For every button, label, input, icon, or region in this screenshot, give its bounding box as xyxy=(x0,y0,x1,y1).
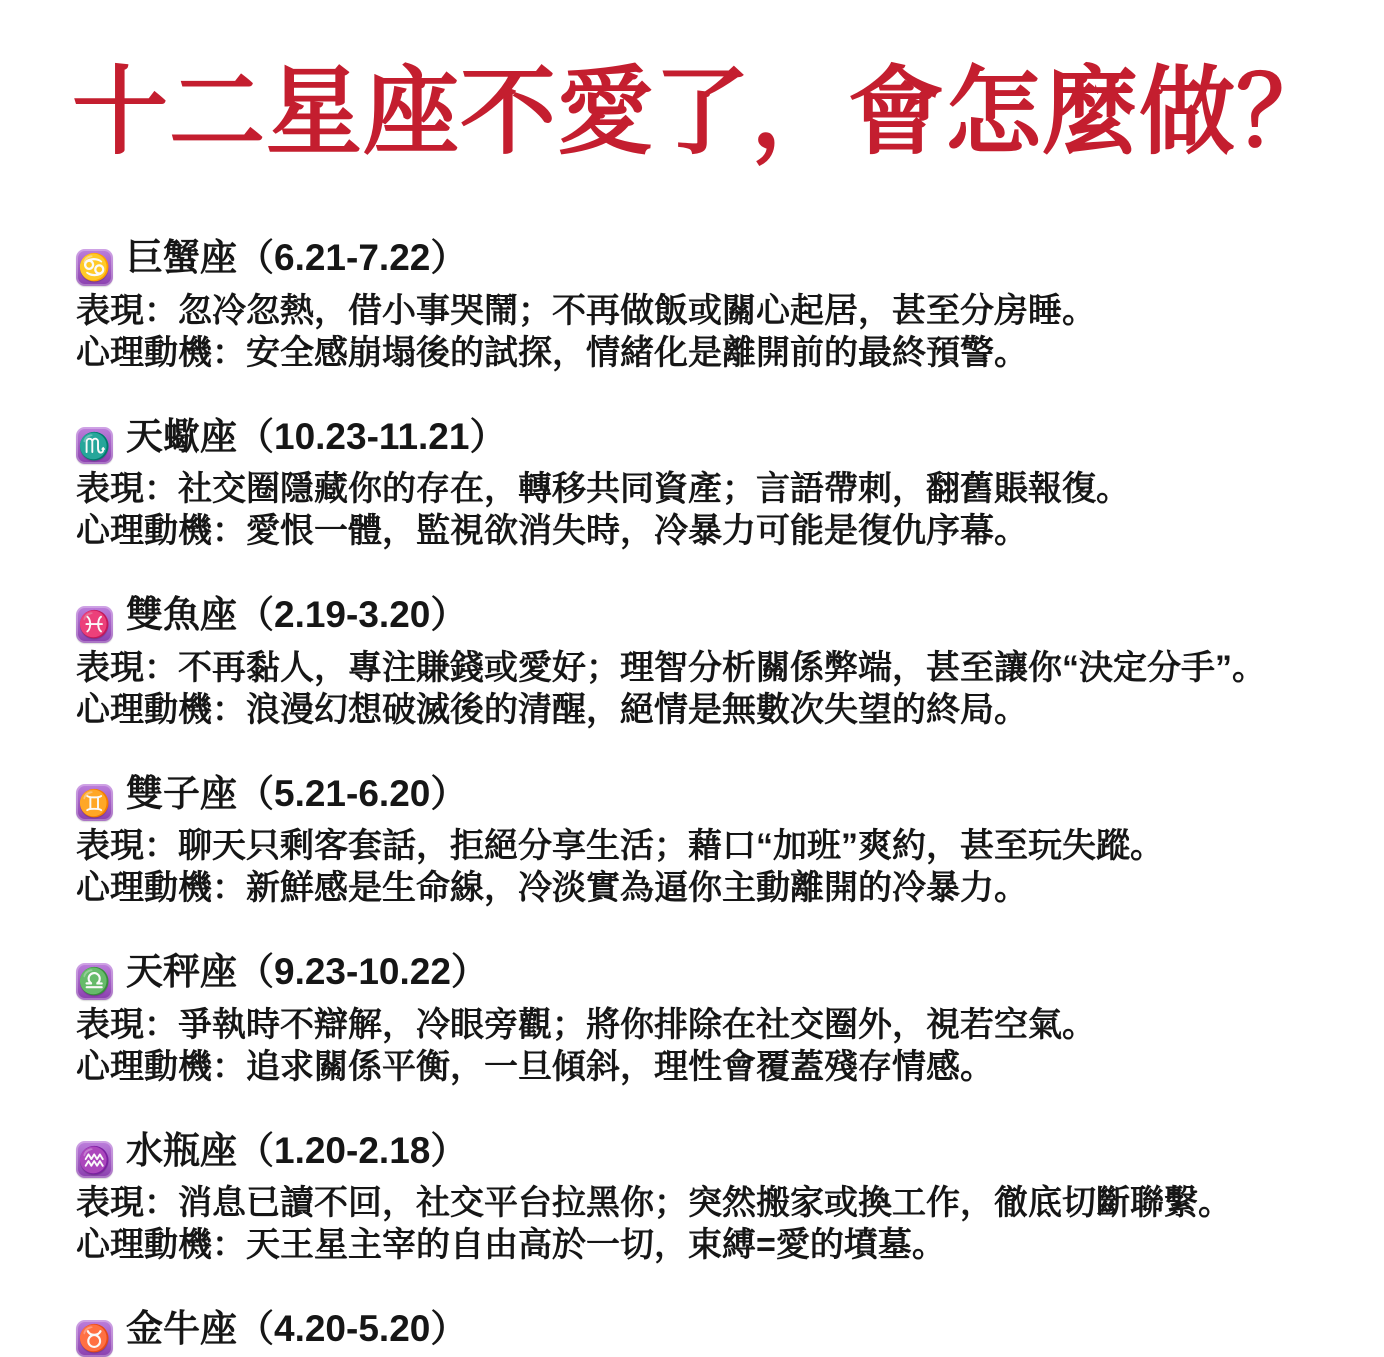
aquarius-icon xyxy=(76,1141,113,1178)
sign-behavior: 表現：消息已讀不回，社交平台拉黑你；突然搬家或換工作，徹底切斷聯繫。 xyxy=(76,1184,1232,1223)
sign-motive: 心理動機：天王星主宰的自由高於一切，束縛=愛的墳墓。 xyxy=(76,1226,946,1265)
sign-section-pisces xyxy=(76,592,1344,731)
sign-motive: 心理動機：追求關係平衡，一旦傾斜，理性會覆蓋殘存情感。 xyxy=(76,1047,994,1086)
sign-name: 天秤座 xyxy=(126,951,237,993)
pisces-icon xyxy=(76,606,113,643)
sign-name: 巨蟹座 xyxy=(126,237,237,279)
sign-motive: 心理動機：浪漫幻想破滅後的清醒，絕情是無數次失望的終局。 xyxy=(76,690,1028,729)
libra-icon xyxy=(76,963,113,1000)
gemini-symbol: ♊ xyxy=(78,787,111,818)
sign-header xyxy=(76,1306,1344,1357)
sign-header xyxy=(76,592,1344,643)
sign-behavior: 表現：爭執時不辯解，冷眼旁觀；將你排除在社交圈外，視若空氣。 xyxy=(76,1005,1096,1044)
sign-header xyxy=(76,949,1344,1000)
sign-dates: （5.21-6.20） xyxy=(237,772,468,814)
sign-name: 金牛座 xyxy=(126,1308,237,1350)
scorpio-icon xyxy=(76,427,113,464)
sign-section-taurus xyxy=(76,1306,1344,1357)
sign-motive: 心理動機：新鮮感是生命線，冷淡實為逼你主動離開的冷暴力。 xyxy=(76,869,1028,908)
sign-section-scorpio xyxy=(76,414,1344,553)
scorpio-symbol: ♏ xyxy=(78,430,111,461)
cancer-symbol: ♋ xyxy=(78,252,111,283)
libra-symbol: ♎ xyxy=(78,966,111,997)
sign-header xyxy=(76,771,1344,822)
sign-dates: （1.20-2.18） xyxy=(237,1129,468,1171)
pisces-symbol: ♓ xyxy=(78,609,111,640)
sign-dates: （9.23-10.22） xyxy=(237,951,488,993)
sign-motive: 心理動機：愛恨一體，監視欲消失時，冷暴力可能是復仇序幕。 xyxy=(76,512,1028,551)
sign-behavior: 表現：聊天只剩客套話，拒絕分享生活；藉口“加班”爽約，甚至玩失蹤。 xyxy=(76,827,1164,866)
sign-name: 雙魚座 xyxy=(126,594,237,636)
sign-list xyxy=(72,235,1344,1357)
sign-name: 水瓶座 xyxy=(126,1129,237,1171)
sign-header xyxy=(76,414,1344,465)
sign-motive: 心理動機：安全感崩塌後的試探，情緒化是離開前的最終預警。 xyxy=(76,333,1028,372)
sign-behavior: 表現：社交圈隱藏你的存在，轉移共同資產；言語帶刺，翻舊賬報復。 xyxy=(76,470,1130,509)
aquarius-symbol: ♒ xyxy=(78,1144,111,1175)
sign-dates: （10.23-11.21） xyxy=(237,415,507,457)
sign-section-gemini xyxy=(76,771,1344,910)
sign-header xyxy=(76,235,1344,286)
sign-header xyxy=(76,1128,1344,1179)
taurus-icon xyxy=(76,1320,113,1357)
sign-section-libra xyxy=(76,949,1344,1088)
sign-section-aquarius xyxy=(76,1128,1344,1267)
sign-name: 天蠍座 xyxy=(126,415,237,457)
sign-section-cancer xyxy=(76,235,1344,374)
taurus-symbol: ♉ xyxy=(78,1323,111,1354)
sign-behavior: 表現：忽冷忽熱，借小事哭鬧；不再做飯或關心起居，甚至分房睡。 xyxy=(76,291,1096,330)
cancer-icon xyxy=(76,249,113,286)
sign-dates: （6.21-7.22） xyxy=(237,237,468,279)
sign-name: 雙子座 xyxy=(126,772,237,814)
gemini-icon xyxy=(76,784,113,821)
sign-dates: （2.19-3.20） xyxy=(237,594,468,636)
page-title: 十二星座不愛了，會怎麼做？ xyxy=(72,59,1333,166)
sign-behavior: 表現：不再黏人，專注賺錢或愛好；理智分析關係弊端，甚至讓你“決定分手”。 xyxy=(76,648,1266,687)
sign-dates: （4.20-5.20） xyxy=(237,1308,468,1350)
